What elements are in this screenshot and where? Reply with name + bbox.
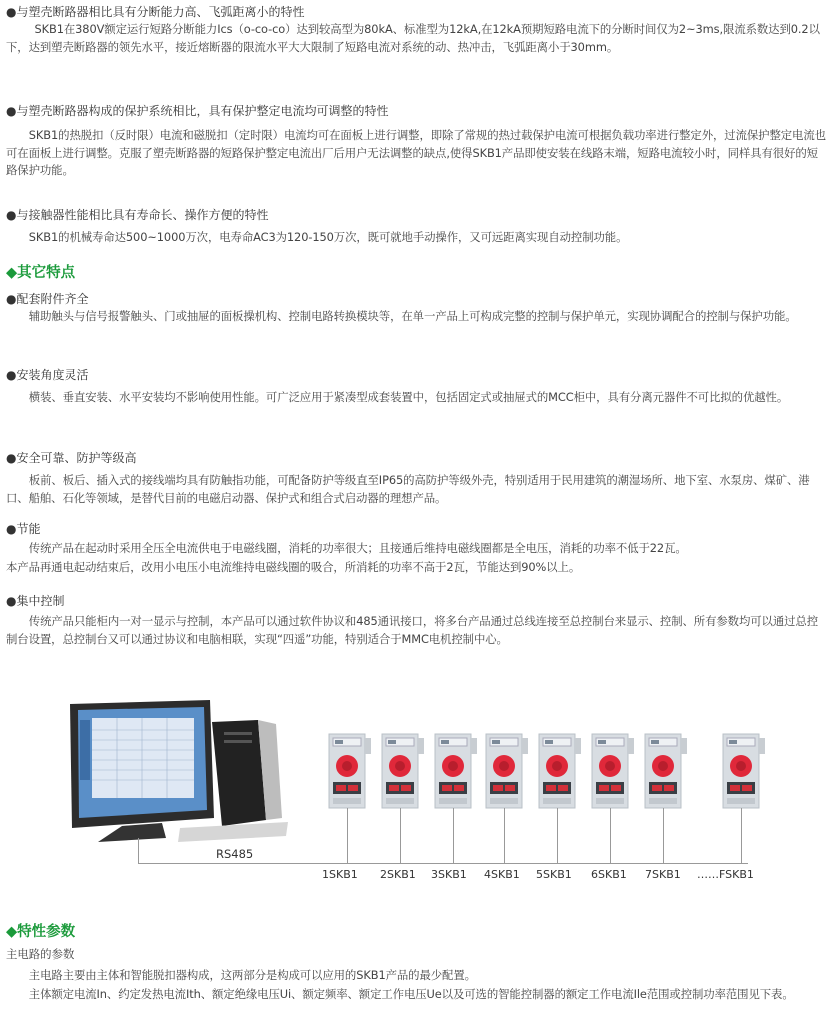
section-paragraph: SKB1的机械寿命达500~1000万次，电寿命AC3为120-150万次，既可就地手动操作，又可远距离实现自动控制功能。 <box>28 230 628 244</box>
feature-safety <box>6 450 826 507</box>
section-heading: ●与塑壳断路器构成的保护系统相比，具有保护整定电流均可调整的特性 <box>6 104 389 118</box>
module-label: 7SKB1 <box>645 868 681 881</box>
feature-paragraph: 板前、板后、插入式的接线端均具有防触指功能，可配备防护等级直至IP65的高防护等级外壳，特别适用于民用建筑的潮湿场所、地下室、水泵房、煤矿、港口、船舶、石化等领域，是替代目前的电磁启动器、保护式和组合式启动器的理想产品。 <box>6 473 810 505</box>
module-label: 4SKB1 <box>484 868 520 881</box>
feature-paragraph-2: 本产品再通电起动结束后，改用小电压小电流维持电磁线圈的吸合，所消耗的功率不高于2瓦，节能达到90%以上。 <box>6 559 581 574</box>
bus-drop-module <box>347 808 348 864</box>
feature-accessories <box>6 291 826 326</box>
feature-energy-saving <box>6 521 826 576</box>
skb1-module <box>327 732 373 812</box>
computer-illustration <box>62 700 288 850</box>
section-long-life <box>6 207 826 247</box>
parameters-title: ◆特性参数 <box>6 924 76 940</box>
feature-paragraph: 辅助触头与信号报警触头、门或抽屉的面板操机构、控制电路转换模块等，在单一产品上可构成完整的控制与保护单元，实现协调配合的控制与保护功能。 <box>28 309 797 323</box>
module-label: 1SKB1 <box>322 868 358 881</box>
section-heading: ●与接触器性能相比具有寿命长、操作方便的特性 <box>6 208 269 222</box>
bus-drop-computer <box>138 838 139 864</box>
feature-paragraph: 传统产品只能柜内一对一显示与控制，本产品可以通过软件协议和485通讯接口，将多台产品通过总线连接至总控制台来显示、控制、所有参数均可以通过总控制台设置，总控制台又可以通过协议和电脑相联，实现“四遥”功能，特别适合于MMC电机控制中心。 <box>6 614 819 646</box>
feature-paragraph: 横装、垂直安装、水平安装均不影响使用性能。可广泛应用于紧凑型成套装置中，包括固定式或抽屉式的MCC柜中，具有分离元器件不可比拟的优越性。 <box>28 390 789 404</box>
feature-heading: ●安全可靠、防护等级高 <box>6 451 137 465</box>
bus-drop-module <box>610 808 611 864</box>
skb1-module <box>484 732 530 812</box>
bus-drop-module <box>504 808 505 864</box>
rs485-label: RS485 <box>216 847 254 861</box>
feature-central-control <box>6 593 826 648</box>
bus-drop-module <box>557 808 558 864</box>
subsection-heading: 主电路的参数 <box>6 947 75 961</box>
bus-drop-module <box>400 808 401 864</box>
section-heading: ●与塑壳断路器相比具有分断能力高、飞弧距离小的特性 <box>6 5 305 19</box>
skb1-module <box>380 732 426 812</box>
skb1-module <box>537 732 583 812</box>
skb1-module <box>590 732 636 812</box>
subsection-paragraph: 主电路主要由主体和智能脱扣器构成，这两部分是构成可以应用的SKB1产品的最少配置。 <box>28 968 476 982</box>
feature-heading: ●配套附件齐全 <box>6 292 89 306</box>
section-paragraph: SKB1在380V额定运行短路分断能力Ics（o-co-co）达到较高型为80kA、标准型为12kA,在12kA预期短路电流下的分断时间仅为2~3ms,限流系数达到0.2以下，达到塑壳断路器的领先水平，接近熔断器的限流水平大大限制了短路电流对系统的动、热冲击，飞弧距离小于30mm。 <box>6 22 820 54</box>
feature-heading: ●安装角度灵活 <box>6 368 89 382</box>
module-label: 5SKB1 <box>536 868 572 881</box>
skb1-module <box>721 732 767 812</box>
section-main-circuit <box>6 946 826 1003</box>
skb1-module <box>433 732 479 812</box>
subsection-paragraph-2: 主体额定电流In、约定发热电流Ith、额定绝缘电压Ui、额定频率、额定工作电压Ue以及可选的智能控制器的额定工作电流Ile范围或控制功率范围见下表。 <box>28 986 794 1001</box>
section-breaking-capacity <box>6 4 826 56</box>
feature-heading: ●节能 <box>6 522 41 536</box>
bus-drop-module <box>741 808 742 864</box>
bus-drop-module <box>663 808 664 864</box>
module-label: ……FSKB1 <box>697 868 754 881</box>
section-paragraph: SKB1的热脱扣（反时限）电流和磁脱扣（定时限）电流均可在面板上进行调整，即除了常规的热过载保护电流可根据负载功率进行整定外，过流保护整定电流也可在面板上进行调整。克服了塑壳断路器的短路保护整定电流出厂后用户无法调整的缺点,使得SKB1产品即使安装在线路末端，短路电流较小时，同样具有很好的短路保护功能。 <box>6 128 826 177</box>
feature-heading: ●集中控制 <box>6 594 65 608</box>
module-label: 6SKB1 <box>591 868 627 881</box>
bus-drop-module <box>453 808 454 864</box>
rs485-bus-line <box>138 863 748 864</box>
feature-installation <box>6 367 826 407</box>
rs485-network-diagram <box>0 688 833 888</box>
module-label: 3SKB1 <box>431 868 467 881</box>
section-adjustable-protection <box>6 103 826 180</box>
module-label: 2SKB1 <box>380 868 416 881</box>
other-features-title: ◆其它特点 <box>6 265 76 281</box>
skb1-module <box>643 732 689 812</box>
feature-paragraph: 传统产品在起动时采用全压全电流供电于电磁线圈，消耗的功率很大；且接通后维持电磁线圈都是全电压，消耗的功率不低于22瓦。 <box>28 541 687 555</box>
